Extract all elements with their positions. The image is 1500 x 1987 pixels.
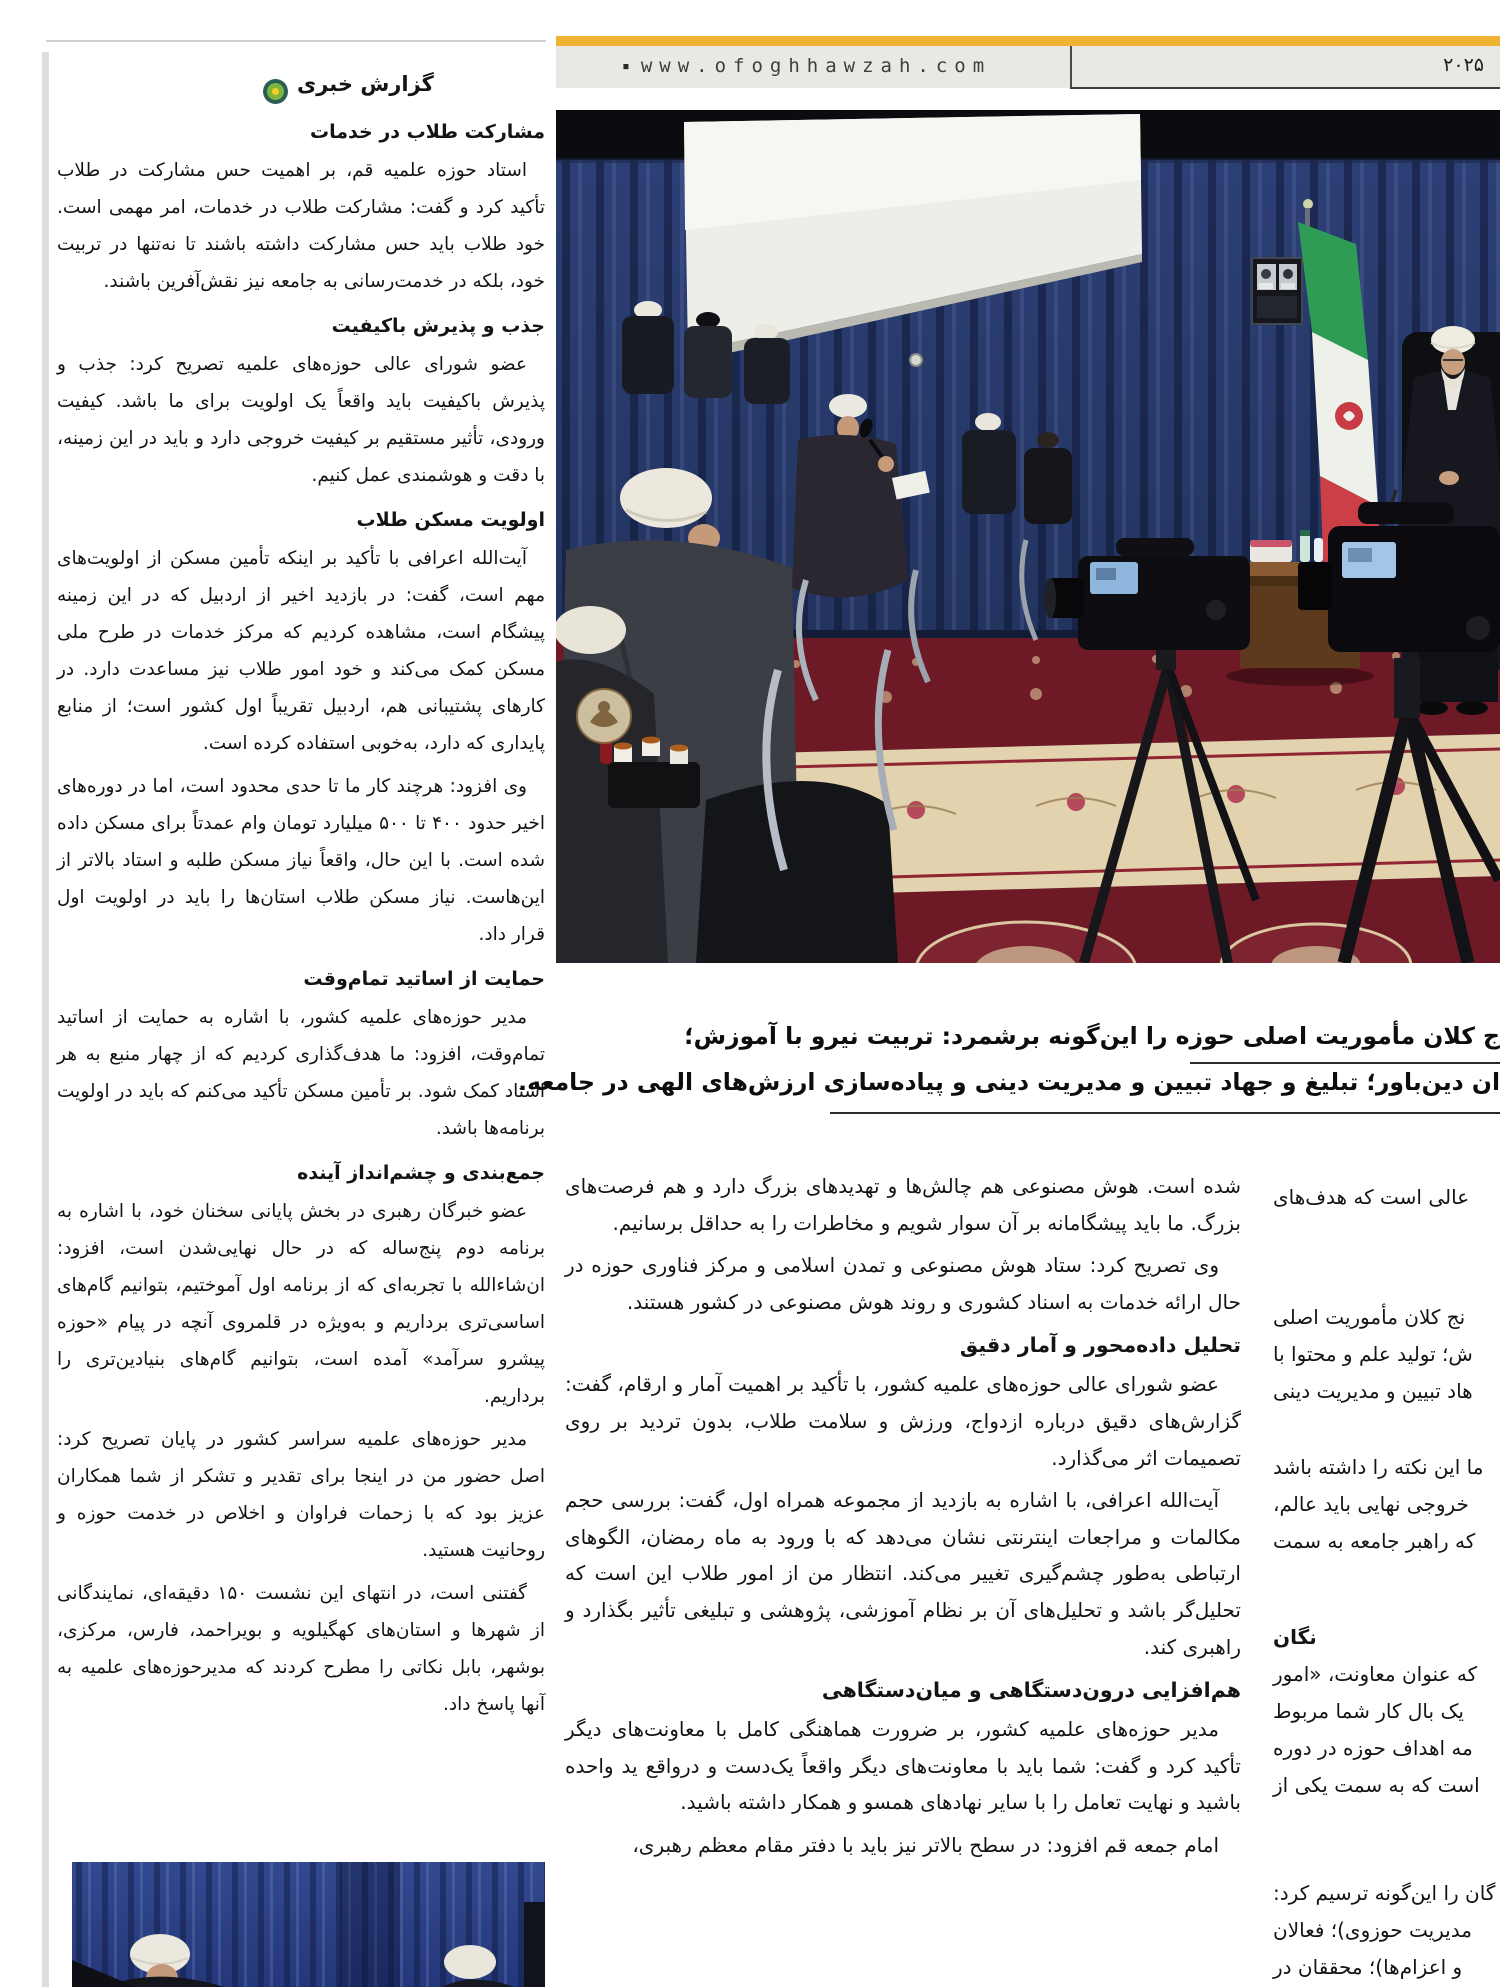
article-paragraph: امام جمعه قم افزود: در سطح بالاتر نیز باید با دفتر مقام معظم رهبری، [632,1832,1219,1857]
article-paragraph: مدیر حوزه‌های علمیه کشور، با اشاره به حمایت از اساتید تمام‌وقت، افزود: ما هدف‌گذاری کردیم که از چهار منبع به هر استاد کمک شود. بر تأمین مسکن تأکید می‌کنم که باید در اولویت برنامه‌ها باشد. [57,1007,545,1139]
article-paragraph: عضو شورای عالی حوزه‌های علمیه کشور، با تأکید بر اهمیت آمار و ارقام، گفت: گزارش‌های دقیق درباره ازدواج، ورزش و سلامت طلاب، بدون تردید بر روی تصمیمات اثر می‌گذارد. [565,1372,1241,1470]
article-paragraph: استاد حوزه علمیه قم، بر اهمیت حس مشارکت در طلاب تأکید کرد و گفت: مشارکت طلاب در خدمات، امر مهمی است. خود طلاب باید حس مشارکت داشته باشند تا نه‌تنها در تربیت خود، بلکه در خدمت‌رسانی به جامعه نیز نقش‌آفرین باشند. [57,160,545,292]
podium-photo-graphic [72,1862,545,1987]
article-paragraph: آیت‌الله اعرافی با تأکید بر اینکه تأمین مسکن از اولویت‌های مهم است، گفت: در بازدید اخیر از اردبیل که در این زمینه پیشگام است، مشاهده کردیم که مرکز خدمات در طرح ملی مسکن کمک می‌کند و خود امور طلاب نیز مساعدت دارد. در کارهای پشتیبانی هم، اردبیل تقریباً اول کشور است؛ از منابع پایداری که دارد، به‌خوبی استفاده کرده است. [57,548,545,754]
article-heading: جمع‌بندی و چشم‌انداز آینده [297,1162,545,1184]
section-title: گزارش خبری [297,72,434,96]
article-heading: مشارکت طلاب در خدمات [310,121,545,143]
pull-quote-line-2: ان دین‌باور؛ تبلیغ و جهاد تبیین و مدیریت دینی و پیاده‌سازی ارزش‌های الهی در جامعه. [518,1068,1500,1096]
pull-quote-line-1: ج کلان مأموریت اصلی حوزه را این‌گونه برشمرد: تربیت نیرو با آموزش؛ [684,1022,1500,1050]
article-heading: هم‌افزایی درون‌دستگاهی و میان‌دستگاهی [821,1678,1241,1703]
article-paragraph: وی تصریح کرد: ستاد هوش مصنوعی و تمدن اسلامی و مرکز فناوری حوزه در حال ارائه خدمات به اسناد کشوری و روند هوش مصنوعی در کشور هستند. [565,1253,1241,1314]
header-divider [1070,46,1072,88]
article-paragraph: آیت‌الله اعرافی، با اشاره به بازدید از مجموعه همراه اول، گفت: بررسی حجم مکالمات و مراجعات اینترنتی نشان می‌دهد که با ورود به ماه رمضان، الگوهای ارتباطی به‌طور چشم‌گیری تغییر می‌کند. انتظار من از امور طلاب این است که تحلیل‌گر باشد و تحلیل‌های آن بر نظام آموزشی، پژوهشی و تبلیغی تأثیر بگذارد و راهبری کند. [565,1488,1241,1659]
photo-watermark [577,689,631,743]
clipped-line: خروجی نهایی باید عالم، [1273,1492,1469,1516]
clipped-line: گان را این‌گونه ترسیم کرد: [1273,1881,1496,1905]
clipped-line: هاد تبیین و مدیریت دینی [1273,1379,1473,1403]
clipped-line: یک بال کار شما مربوط [1273,1699,1464,1723]
left-column-rule [42,52,49,1987]
clipped-line: و اعزام‌ها)؛ محققان در [1273,1955,1463,1979]
left-article [57,110,545,1729]
clipped-line: عالی است که هدف‌های [1273,1185,1470,1209]
clipped-line: که راهبر جامعه به سمت [1273,1529,1476,1553]
meeting-photo-graphic [556,110,1500,963]
clipped-line: مدیریت حوزوی)؛ فعالان [1273,1918,1472,1942]
clipped-heading: نگان [1273,1625,1317,1649]
bottle [1300,534,1310,562]
square-bullet-icon: ▪ [622,59,637,74]
year-label: ۲۰۲۵ [1443,54,1484,76]
article-heading: تحلیل داده‌محور و آمار دقیق [959,1333,1241,1358]
top-rule [46,40,546,42]
main-article [565,1168,1241,1870]
article-heading: حمایت از اساتید تمام‌وقت [303,968,545,990]
clipped-line: نج کلان مأموریت اصلی [1273,1305,1466,1329]
clipped-line: ش؛ تولید علم و محتوا با [1273,1342,1473,1366]
leaders-portrait [1252,258,1302,324]
article-paragraph: عضو خبرگان رهبری در بخش پایانی سخنان خود، با اشاره به برنامه دوم پنج‌ساله که در حال نهایی‌شدن است، افزود: ان‌شاءالله با تجربه‌ای که از برنامه اول آموختیم، بتوانیم گام‌های اساسی‌تری برداریم و به‌ویژه در قلمروی آنچه در پیام «حوزه پیشرو سرآمد» آمده است، بتوانیم گام‌های بنیادین‌تری را برداریم. [57,1201,545,1407]
article-paragraph: مدیر حوزه‌های علمیه سراسر کشور در پایان تصریح کرد: اصل حضور من در اینجا برای تقدیر و تشکر از شما همکاران عزیز بود که با زحمات فراوان و اخلاص در خدمت حوزه و روحانیت هستید. [57,1429,545,1561]
pull-quote-rule [1190,1062,1500,1064]
article-paragraph: وی افزود: هرچند کار ما تا حدی محدود است، اما در دوره‌های اخیر حدود ۴۰۰ تا ۵۰۰ میلیارد تومان وام عمدتاً برای مسکن داده شده است. با این حال، واقعاً نیاز مسکن طلبه و استاد بالاتر از این‌هاست. نیاز مسکن طلاب استان‌ها را باید در اولویت اول قرار داد. [57,776,545,945]
clipped-line: که عنوان معاونت، «امور [1273,1662,1478,1686]
clipped-line: ما این نکته را داشته باشد [1273,1455,1484,1479]
podium-photo [72,1862,545,1987]
pull-quote-rule [830,1112,1500,1114]
section-bullet-icon [263,79,288,104]
article-paragraph: شده است. هوش مصنوعی هم چالش‌ها و تهدیدهای بزرگ دارد و هم فرصت‌های بزرگ. ما باید پیشگامانه بر آن سوار شویم و مخاطرات را به حداقل برسانیم. [565,1174,1241,1235]
site-url-label [622,55,991,77]
article-heading: جذب و پذیرش باکیفیت [331,315,545,337]
article-paragraph: عضو شورای عالی حوزه‌های علمیه تصریح کرد: جذب و پذیرش باکیفیت باید واقعاً یک اولویت برای ما باشد. کیفیت ورودی، تأثیر مستقیم بر کیفیت خروجی دارد و باید در این زمینه، با دقت و هوشمندی عمل کنیم. [57,354,545,486]
header-bar [556,46,1500,88]
bottle [1314,538,1323,562]
header-underline [1070,87,1500,89]
article-paragraph: گفتنی است، در انتهای این نشست ۱۵۰ دقیقه‌ای، نمایندگانی از شهرها و استان‌های کهگیلویه و بویراحمد، فارس، مرکزی، بوشهر، بابل نکاتی را مطرح کردند که مدیرحوزه‌های علمیه به آنها پاسخ داد. [57,1583,545,1715]
article-heading: اولویت مسکن طلاب [356,509,545,531]
article-paragraph: مدیر حوزه‌های علمیه کشور، بر ضرورت هماهنگی کامل با معاونت‌های دیگر تأکید کرد و گفت: شما باید با معاونت‌های دیگر واقعاً یک‌دست و درواقع ید واحده باشید و نهایت تعامل را با سایر نهادهای همسو و همکار داشته باشید. [565,1717,1241,1815]
accent-stripe [556,36,1500,46]
site-url-text: www.ofoghhawzah.com [640,55,992,77]
clipped-line: مه اهداف حوزه در دوره [1273,1736,1473,1760]
clipped-line: است که به سمت یکی از [1273,1773,1480,1797]
meeting-photo [556,110,1500,963]
